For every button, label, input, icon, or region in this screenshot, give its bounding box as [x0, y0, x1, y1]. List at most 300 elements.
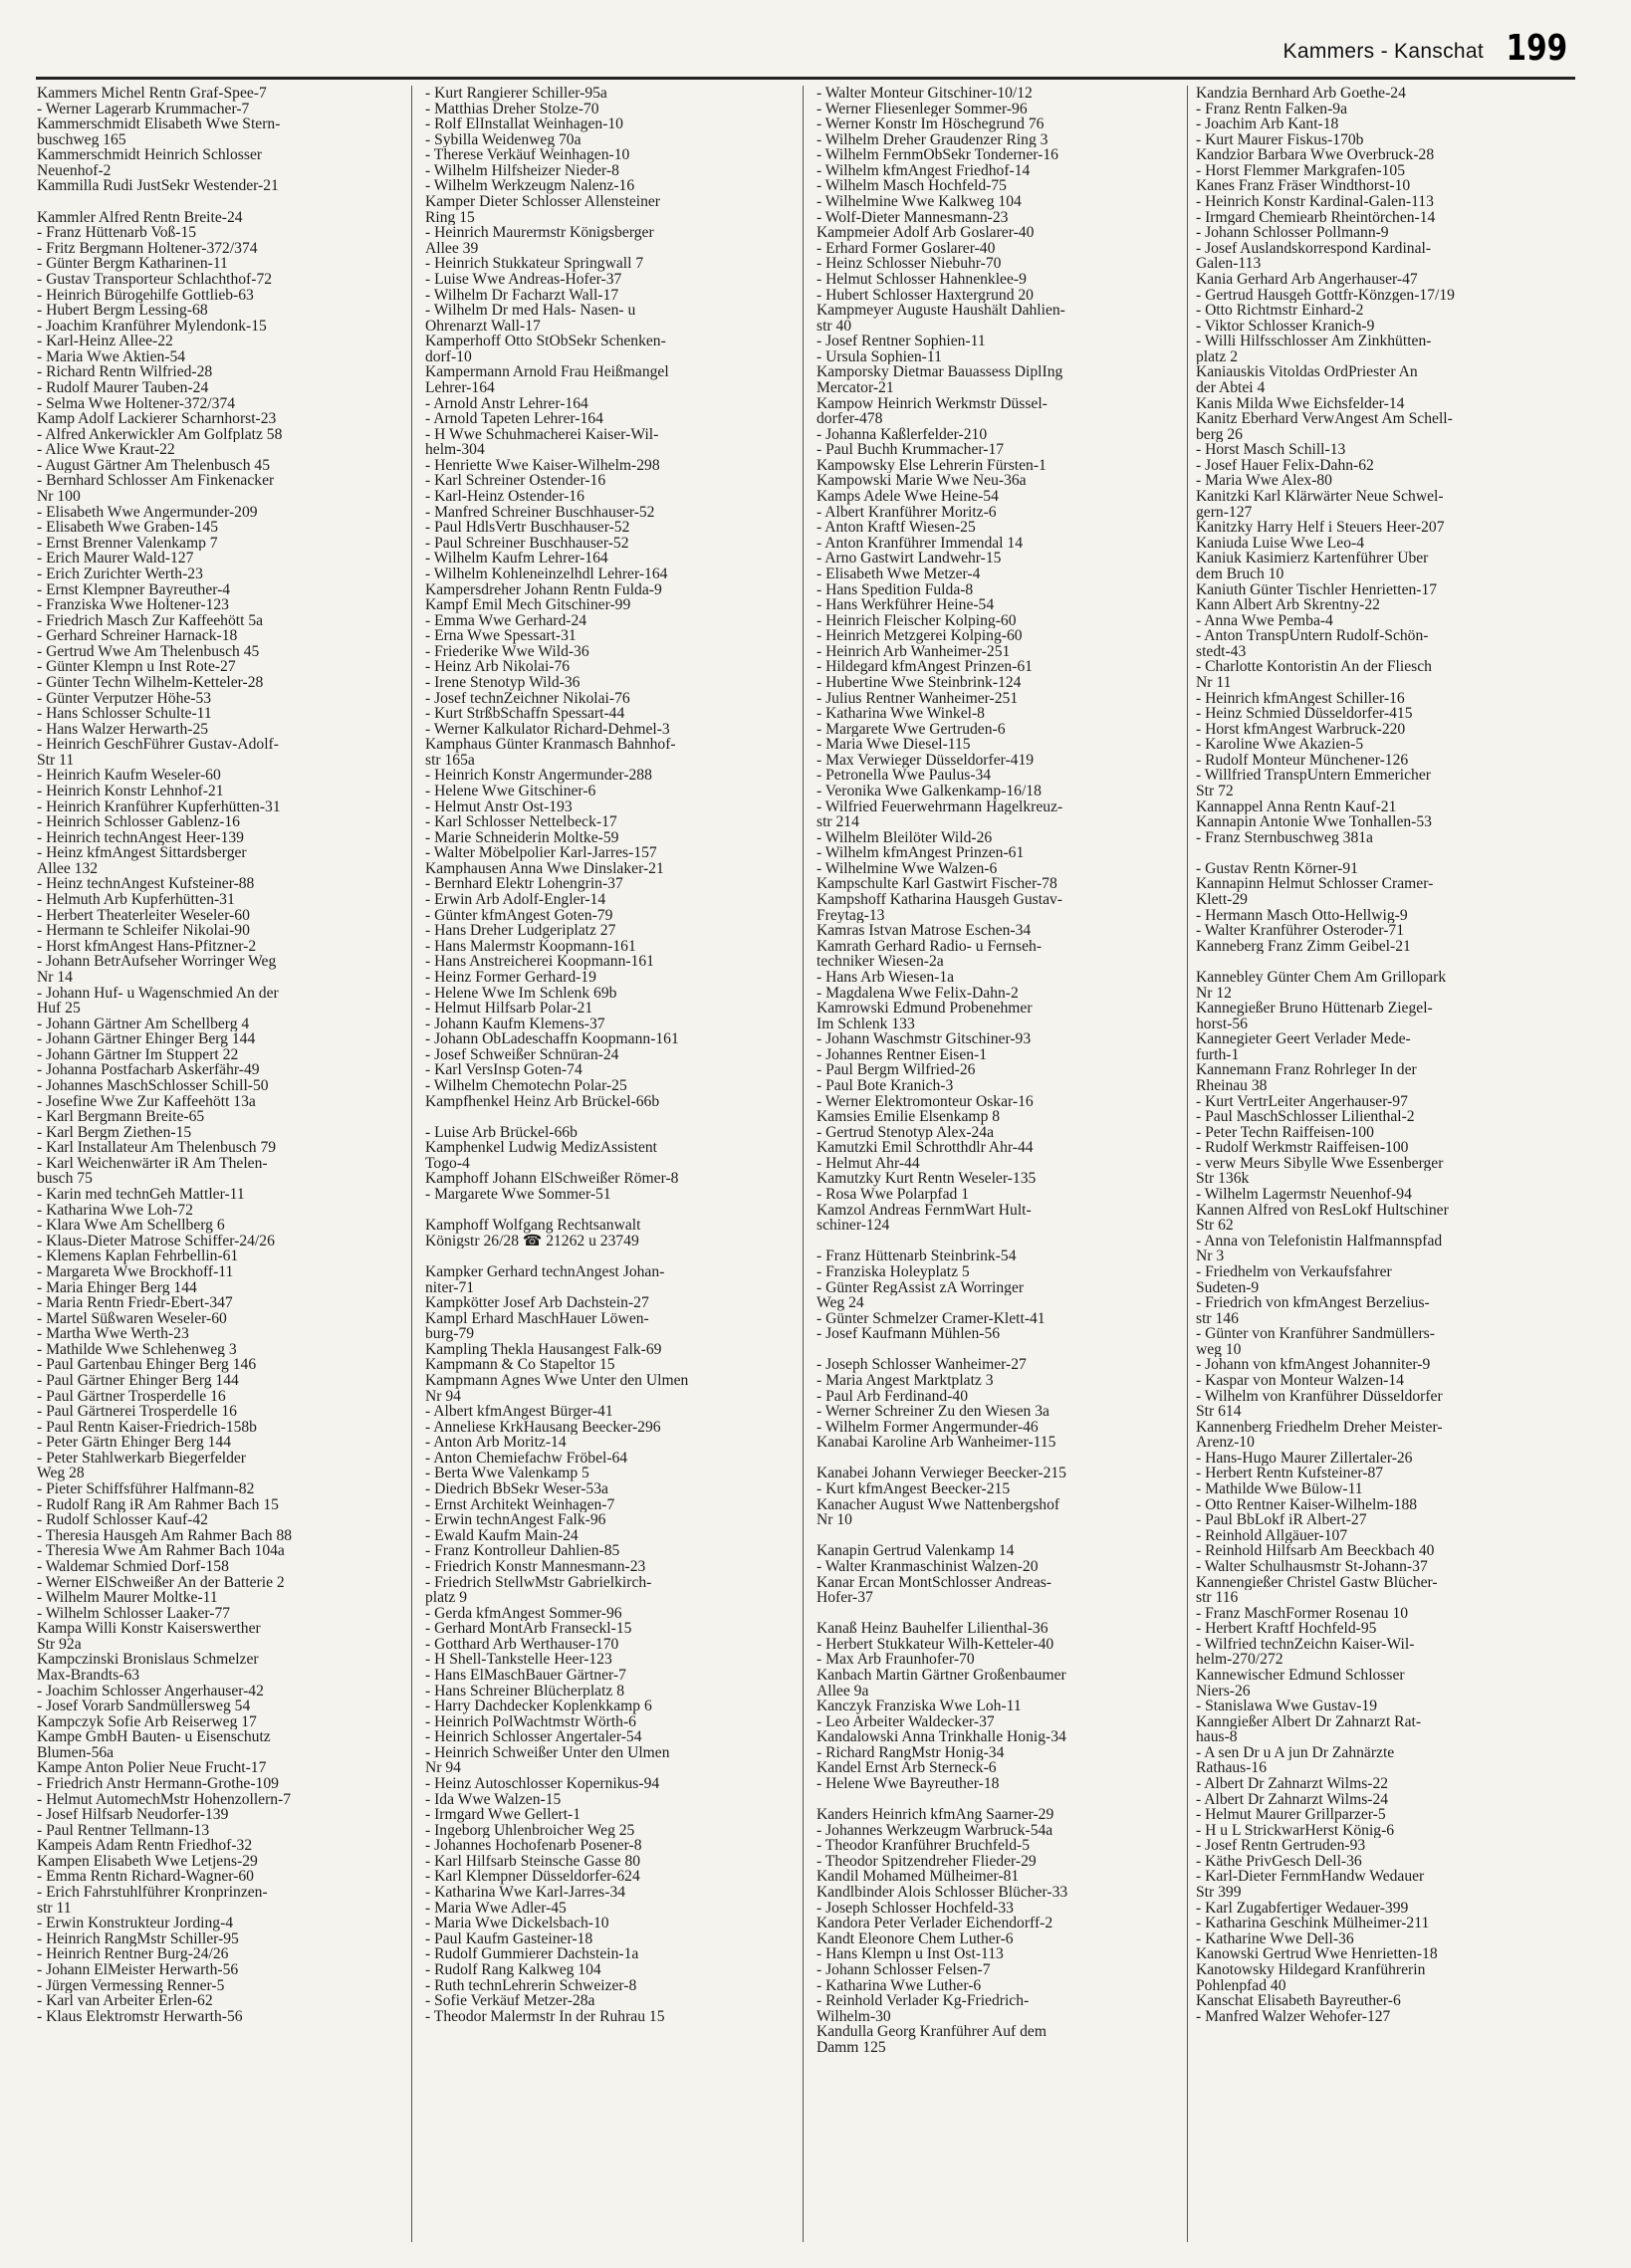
- directory-entry-line: - Karl Schlosser Nettelbeck-17: [425, 814, 617, 830]
- directory-entry-line: - Karl Bergmann Breite-65: [37, 1109, 205, 1125]
- directory-entry-line: - Wilhelm Dreher Graudenzer Ring 3: [816, 131, 1048, 148]
- directory-entry-line: berg 26: [1196, 426, 1243, 443]
- directory-entry-line: - Paul Gärtner Ehinger Berg 144: [37, 1372, 239, 1389]
- directory-entry-line: - Wilhelm Kohleneinzelhdl Lehrer-164: [425, 566, 668, 582]
- directory-entry-line: Kanbach Martin Gärtner Großenbaumer: [816, 1667, 1066, 1684]
- column-divider: [411, 86, 412, 2242]
- directory-entry-line: - Helmut Schlosser Hahnenklee-9: [816, 271, 1027, 288]
- directory-entry-line: Kamrowski Edmund Probenehmer: [816, 1001, 1033, 1017]
- directory-entry-line: - Ernst Klempner Bayreuther-4: [37, 581, 231, 598]
- directory-entry-line: - Hans Spedition Fulda-8: [816, 581, 974, 598]
- directory-entry-line: - Johannes MaschSchlosser Schill-50: [37, 1078, 269, 1094]
- directory-entry-line: - Hermann te Schleifer Nikolai-90: [37, 923, 250, 939]
- directory-entry-line: techniker Wiesen-2a: [816, 954, 944, 970]
- directory-entry-line: Kanapin Gertrud Valenkamp 14: [816, 1543, 1015, 1559]
- directory-entry-line: Kannegieter Geert Verlader Mede-: [1196, 1031, 1411, 1047]
- directory-entry-line: - Heinrich Metzgerei Kolping-60: [816, 628, 1023, 644]
- directory-entry-line: - Wilfried technZeichn Kaiser-Wil-: [1196, 1636, 1415, 1653]
- directory-entry-line: - Joachim Kranführer Mylendonk-15: [37, 318, 267, 335]
- directory-entry-line: - Hans Klempn u Inst Ost-113: [816, 1946, 1004, 1962]
- directory-entry-line: - Herbert Stukkateur Wilh-Ketteler-40: [816, 1636, 1054, 1653]
- directory-entry-line: Kampe Anton Polier Neue Frucht-17: [37, 1760, 267, 1777]
- directory-entry-line: - Mathilde Wwe Bülow-11: [1196, 1481, 1363, 1497]
- directory-entry-line: - Heinz Arb Nikolai-76: [425, 659, 571, 675]
- directory-entry-line: - Maria Wwe Dickelsbach-10: [425, 1916, 609, 1931]
- directory-entry-line: - Willfried TranspUntern Emmericher: [1196, 768, 1431, 785]
- directory-entry-line: - Ewald Kaufm Main-24: [425, 1527, 579, 1544]
- directory-entry-line: - Hildegard kfmAngest Prinzen-61: [816, 659, 1033, 675]
- directory-entry-line: - Heinz Schlosser Niebuhr-70: [816, 256, 1002, 272]
- directory-entry-line: - Helmut Maurer Grillparzer-5: [1196, 1807, 1386, 1823]
- directory-entry-line: - Johann ElMeister Herwarth-56: [37, 1961, 239, 1978]
- directory-entry-line: - Friedrich Konstr Mannesmann-23: [425, 1558, 646, 1575]
- directory-entry-line: - Johann Gärtner Ehinger Berg 144: [37, 1031, 256, 1047]
- directory-entry-line: - Ursula Sophien-11: [816, 348, 942, 365]
- directory-entry-line: - Hans Schreiner Blücherplatz 8: [425, 1683, 625, 1700]
- directory-entry-line: [816, 1234, 1189, 1249]
- directory-entry-line: - Gertrud Hausgeh Gottfr-Könzgen-17/19: [1196, 287, 1455, 304]
- directory-entry-line: - Hubert Bergm Lessing-68: [37, 303, 208, 319]
- directory-entry-line: - Rudolf Rang Kalkweg 104: [425, 1961, 601, 1978]
- directory-entry-line: [1196, 954, 1568, 970]
- directory-entry-line: - Wilhelm Maurer Moltke-11: [37, 1590, 218, 1606]
- directory-entry-line: - Heinrich Arb Wanheimer-251: [816, 643, 1011, 660]
- directory-entry-line: - Irmgard Chemiearb Rheintörchen-14: [1196, 209, 1436, 226]
- directory-entry-line: Nr 10: [816, 1512, 852, 1528]
- directory-entry-line: - Karl Installateur Am Thelenbusch 79: [37, 1140, 277, 1156]
- directory-entry-line: - Erwin Arb Adolf-Engler-14: [425, 892, 606, 908]
- directory-entry-line: - Helmut Hilfsarb Polar-21: [425, 1001, 593, 1017]
- directory-entry-line: - Johanna Kaßlerfelder-210: [816, 426, 988, 443]
- directory-entry-line: Togo-4: [425, 1155, 470, 1172]
- directory-entry-line: - Josef Vorarb Sandmüllersweg 54: [37, 1699, 251, 1714]
- directory-entry-line: Kamp Adolf Lackierer Scharnhorst-23: [37, 411, 277, 427]
- directory-entry-line: Kampling Thekla Hausangest Falk-69: [425, 1341, 662, 1358]
- directory-entry-line: - Albert Dr Zahnarzt Wilms-24: [1196, 1791, 1389, 1808]
- directory-entry-line: Nr 94: [425, 1388, 461, 1405]
- directory-entry-line: furth-1: [1196, 1046, 1240, 1063]
- directory-entry-line: helm-304: [425, 442, 485, 458]
- directory-entry-line: - Heinrich Fleischer Kolping-60: [816, 612, 1017, 629]
- directory-entry-line: Kammerschmidt Elisabeth Wwe Stern-: [37, 116, 281, 132]
- directory-entry-line: - Karl Klempner Düsseldorfer-624: [425, 1869, 640, 1886]
- directory-entry-line: Kamphenkel Ludwig MedizAssistent: [425, 1140, 658, 1156]
- directory-entry-line: - Hubertine Wwe Steinbrink-124: [816, 674, 1022, 691]
- directory-entry-line: Kampa Willi Konstr Kaiserswerther: [37, 1621, 261, 1637]
- directory-entry-line: - Gerhard MontArb Franseckl-15: [425, 1621, 632, 1637]
- directory-entry-line: - Peter Stahlwerkarb Biegerfelder: [37, 1450, 246, 1467]
- directory-entry-line: - Gustav Rentn Körner-91: [1196, 860, 1358, 877]
- directory-entry-line: - Werner Konstr Im Höschegrund 76: [816, 116, 1045, 132]
- directory-entry-line: - Berta Wwe Valenkamp 5: [425, 1466, 589, 1482]
- directory-entry-line: - Pieter Schiffsführer Halfmann-82: [37, 1481, 255, 1497]
- directory-entry-line: Kamsies Emilie Elsenkamp 8: [816, 1109, 1001, 1125]
- directory-entry-line: Kandil Mohamed Mülheimer-81: [816, 1869, 1020, 1886]
- directory-entry-line: - Josef Auslandskorrespond Kardinal-: [1196, 240, 1432, 257]
- directory-entry-line: Nr 94: [425, 1760, 461, 1777]
- directory-entry-line: - Walter Schulhausmstr St-Johann-37: [1196, 1558, 1428, 1575]
- directory-entry-line: - Ernst Architekt Weinhagen-7: [425, 1496, 615, 1513]
- directory-entry-line: - Joseph Schlosser Hochfeld-33: [816, 1900, 1014, 1917]
- directory-entry-line: - verw Meurs Sibylle Wwe Essenberger: [1196, 1155, 1444, 1172]
- directory-entry-line: - Werner Schreiner Zu den Wiesen 3a: [816, 1404, 1049, 1420]
- directory-entry-line: - Heinrich Kranführer Kupferhütten-31: [37, 798, 281, 815]
- directory-entry-line: - Karl van Arbeiter Erlen-62: [37, 1993, 213, 2009]
- directory-entry-line: Nr 12: [1196, 985, 1232, 1002]
- directory-entry-line: Kanschat Elisabeth Bayreuther-6: [1196, 1993, 1401, 2009]
- directory-column-2: [425, 86, 798, 2236]
- directory-entry-line: - Johanna Postfacharb Askerfähr-49: [37, 1062, 260, 1078]
- directory-entry-line: - Matthias Dreher Stolze-70: [425, 101, 599, 117]
- directory-entry-line: Kampl Erhard MaschHauer Löwen-: [425, 1310, 649, 1327]
- directory-entry-line: helm-270/272: [1196, 1652, 1283, 1668]
- directory-entry-line: - Stanislawa Wwe Gustav-19: [1196, 1699, 1378, 1714]
- directory-entry-line: - Heinz Former Gerhard-19: [425, 969, 596, 986]
- directory-entry-line: - Kaspar von Monteur Walzen-14: [1196, 1372, 1404, 1389]
- directory-entry-line: - Hans Walzer Herwarth-25: [37, 721, 209, 738]
- directory-entry-line: Kamphoff Wolfgang Rechtsanwalt: [425, 1218, 641, 1234]
- directory-entry-line: - Ingeborg Uhlenbroicher Weg 25: [425, 1822, 635, 1839]
- directory-entry-line: Kamzol Andreas FernmWart Hult-: [816, 1202, 1032, 1219]
- directory-entry-line: Kanitzki Karl Klärwärter Neue Schwel-: [1196, 489, 1444, 505]
- directory-entry-line: [1196, 845, 1568, 861]
- directory-entry-line: Kanitz Eberhard VerwAngest Am Schell-: [1196, 411, 1453, 427]
- directory-entry-line: [425, 1109, 798, 1125]
- directory-entry-line: Kampow Heinrich Werkmstr Düssel-: [816, 395, 1048, 412]
- directory-entry-line: - Katharine Wwe Dell-36: [1196, 1930, 1354, 1947]
- directory-entry-line: - Alfred Ankerwickler Am Golfplatz 58: [37, 426, 283, 443]
- directory-entry-line: dem Bruch 10: [1196, 566, 1284, 582]
- directory-entry-line: [816, 1451, 1189, 1467]
- directory-entry-line: - Rudolf Schlosser Kauf-42: [37, 1512, 208, 1528]
- directory-entry-line: - Johannes Werkzeugm Warbruck-54a: [816, 1822, 1053, 1839]
- directory-entry-line: Neuenhof-2: [37, 162, 112, 179]
- directory-entry-line: - Franz Kontrolleur Dahlien-85: [425, 1543, 620, 1559]
- directory-entry-line: - Werner Kalkulator Richard-Dehmel-3: [425, 721, 670, 738]
- directory-entry-line: - Paul MaschSchlosser Lilienthal-2: [1196, 1109, 1415, 1125]
- directory-entry-line: - Walter Kranmaschinist Walzen-20: [816, 1558, 1039, 1575]
- directory-entry-line: - Manfred Schreiner Buschhauser-52: [425, 504, 655, 521]
- directory-entry-line: - Ruth technLehrerin Schweizer-8: [425, 1977, 637, 1994]
- directory-entry-line: - Friedrich Anstr Hermann-Grothe-109: [37, 1776, 279, 1792]
- directory-entry-line: - Rolf ElInstallat Weinhagen-10: [425, 116, 623, 132]
- directory-entry-line: - Erwin technAngest Falk-96: [425, 1512, 606, 1528]
- directory-entry-line: - Heinrich Stukkateur Springwall 7: [425, 256, 644, 272]
- directory-entry-line: - Josef Rentner Sophien-11: [816, 334, 986, 349]
- directory-entry-line: str 11: [37, 1900, 72, 1917]
- directory-entry-line: str 116: [1196, 1590, 1239, 1606]
- directory-entry-line: - Wilhelm Werkzeugm Nalenz-16: [425, 178, 635, 195]
- directory-entry-line: Rathaus-16: [1196, 1760, 1268, 1777]
- directory-entry-line: Kampf Emil Mech Gitschiner-99: [425, 597, 631, 613]
- directory-entry-line: - Paul BbLokf iR Albert-27: [1196, 1512, 1367, 1528]
- directory-column-1: [37, 86, 409, 2236]
- directory-entry-line: Pohlenpfad 40: [1196, 1977, 1286, 1994]
- directory-entry-line: - Rudolf Monteur Münchener-126: [1196, 752, 1409, 769]
- directory-entry-line: Kannengießer Christel Gastw Blücher-: [1196, 1574, 1438, 1591]
- directory-entry-line: Kamphoff Johann ElSchweißer Römer-8: [425, 1171, 679, 1188]
- directory-entry-line: - Luise Arb Brückel-66b: [425, 1124, 578, 1141]
- directory-entry-line: - Kurt StrßbSchaffn Spessart-44: [425, 706, 625, 722]
- directory-entry-line: - Leo Arbeiter Waldecker-37: [816, 1713, 995, 1730]
- directory-entry-line: - Karl Weichenwärter iR Am Thelen-: [37, 1155, 268, 1172]
- directory-entry-line: stedt-43: [1196, 643, 1247, 660]
- directory-entry-line: - Margarete Wwe Sommer-51: [425, 1187, 611, 1203]
- directory-entry-line: haus-8: [1196, 1729, 1238, 1745]
- page-header: [0, 0, 1631, 80]
- directory-entry-line: - Reinhold Verlader Kg-Friedrich-: [816, 1993, 1030, 2009]
- directory-entry-line: - Margareta Wwe Brockhoff-11: [37, 1263, 234, 1280]
- directory-entry-line: - Gertrud Stenotyp Alex-24a: [816, 1124, 994, 1141]
- directory-entry-line: - Herbert Rentn Kufsteiner-87: [1196, 1466, 1384, 1482]
- directory-entry-line: - Paul Gärtner Trosperdelle 16: [37, 1388, 226, 1405]
- directory-entry-line: der Abtei 4: [1196, 379, 1266, 396]
- directory-entry-line: - Hans Malermstr Koopmann-161: [425, 938, 636, 955]
- directory-entry-line: - Josef Kaufmann Mühlen-56: [816, 1326, 1001, 1342]
- directory-entry-line: Kanczyk Franziska Wwe Loh-11: [816, 1699, 1022, 1714]
- directory-entry-line: Kandalowski Anna Trinkhalle Honig-34: [816, 1729, 1066, 1745]
- running-head: Kammers - Kanschat: [1282, 40, 1484, 63]
- directory-entry-line: Max-Brandts-63: [37, 1667, 140, 1684]
- directory-entry-line: - Heinrich Schweißer Unter den Ulmen: [425, 1744, 670, 1761]
- directory-columns: [37, 86, 1578, 2236]
- directory-entry-line: - Theresia Wwe Am Rahmer Bach 104a: [37, 1543, 285, 1559]
- directory-entry-line: - Theodor Malermstr In der Ruhrau 15: [425, 2008, 665, 2025]
- directory-entry-line: Kampmann Agnes Wwe Unter den Ulmen: [425, 1372, 689, 1389]
- directory-entry-line: - Wilhelm kfmAngest Friedhof-14: [816, 162, 1031, 179]
- directory-entry-line: - Charlotte Kontoristin An der Fliesch: [1196, 659, 1432, 675]
- directory-entry-line: - Klara Wwe Am Schellberg 6: [37, 1218, 225, 1234]
- directory-entry-line: - Erna Wwe Spessart-31: [425, 628, 577, 644]
- directory-entry-line: - Bernhard Elektr Lohengrin-37: [425, 876, 623, 893]
- directory-entry-line: Kampmeier Adolf Arb Goslarer-40: [816, 225, 1035, 241]
- directory-entry-line: Arenz-10: [1196, 1435, 1255, 1451]
- directory-entry-line: - Emma Rentn Richard-Wagner-60: [37, 1869, 254, 1886]
- directory-entry-line: Im Schlenk 133: [816, 1016, 915, 1032]
- directory-entry-line: - Maria Wwe Adler-45: [425, 1900, 567, 1917]
- directory-entry-line: Kanabei Johann Verwieger Beecker-215: [816, 1466, 1066, 1482]
- directory-entry-line: - Reinhold Hilfsarb Am Beeckbach 40: [1196, 1543, 1435, 1559]
- directory-entry-line: - Wolf-Dieter Mannesmann-23: [816, 209, 1009, 226]
- directory-entry-line: - Johannes Hochofenarb Posener-8: [425, 1838, 642, 1854]
- directory-entry-line: - Paul Arb Ferdinand-40: [816, 1388, 969, 1405]
- directory-entry-line: - Diedrich BbSekr Weser-53a: [425, 1481, 608, 1497]
- directory-entry-line: - Günter kfmAngest Goten-79: [425, 907, 613, 924]
- directory-entry-line: - Hans-Hugo Maurer Zillertaler-26: [1196, 1450, 1413, 1467]
- directory-entry-line: - Wilhelm Kaufm Lehrer-164: [425, 551, 608, 567]
- directory-entry-line: Kamper Dieter Schlosser Allensteiner: [425, 194, 660, 210]
- directory-entry-line: - Anton TranspUntern Rudolf-Schön-: [1196, 628, 1429, 644]
- directory-entry-line: Blumen-56a: [37, 1744, 115, 1761]
- directory-entry-line: Ohrenarzt Wall-17: [425, 318, 541, 335]
- directory-entry-line: - Heinrich PolWachtmstr Wörth-6: [425, 1713, 636, 1730]
- directory-entry-line: [816, 1606, 1189, 1622]
- directory-entry-line: - Heinrich RangMstr Schiller-95: [37, 1930, 239, 1947]
- directory-entry-line: - Anton Kranführer Immendal 14: [816, 535, 1023, 552]
- directory-entry-line: - Karl Hilfsarb Steinsche Gasse 80: [425, 1853, 641, 1870]
- directory-entry-line: - Paul Rentn Kaiser-Friedrich-158b: [37, 1419, 257, 1436]
- directory-entry-line: Kampermann Arnold Frau Heißmangel: [425, 364, 669, 380]
- directory-entry-line: - Erich Zurichter Werth-23: [37, 566, 203, 582]
- directory-entry-line: - Maria Wwe Aktien-54: [37, 348, 186, 365]
- directory-entry-line: - Günter Verputzer Höhe-53: [37, 690, 212, 707]
- directory-entry-line: Kamutzki Emil Schrotthdlr Ahr-44: [816, 1140, 1034, 1156]
- directory-entry-line: Kampker Gerhard technAngest Johan-: [425, 1263, 665, 1280]
- directory-entry-line: - Luise Wwe Andreas-Hofer-37: [425, 271, 622, 288]
- directory-entry-line: - Paul HdlsVertr Buschhauser-52: [425, 520, 630, 536]
- directory-entry-line: - Jürgen Vermessing Renner-5: [37, 1977, 225, 1994]
- directory-entry-line: - Johann Schlosser Felsen-7: [816, 1961, 991, 1978]
- directory-entry-line: - Sofie Verkäuf Metzer-28a: [425, 1993, 595, 2009]
- directory-entry-line: Kammerschmidt Heinrich Schlosser: [37, 147, 263, 163]
- directory-entry-line: - Henriette Wwe Kaiser-Wilhelm-298: [425, 457, 660, 474]
- directory-entry-line: - H Wwe Schuhmacherei Kaiser-Wil-: [425, 426, 659, 443]
- directory-entry-line: - Wilhelm Dr Facharzt Wall-17: [425, 287, 619, 304]
- directory-entry-line: Kamporsky Dietmar Bauassess DiplIng: [816, 364, 1063, 380]
- directory-entry-line: [816, 1342, 1189, 1358]
- directory-entry-line: - Gerda kfmAngest Sommer-96: [425, 1605, 622, 1622]
- directory-entry-line: Kampschulte Karl Gastwirt Fischer-78: [816, 876, 1057, 893]
- directory-entry-line: - Paul Bote Kranich-3: [816, 1078, 954, 1094]
- directory-entry-line: Kannemann Franz Rohrleger In der: [1196, 1062, 1417, 1078]
- directory-entry-line: - Günter Schmelzer Cramer-Klett-41: [816, 1310, 1046, 1327]
- directory-entry-line: Kampersdreher Johann Rentn Fulda-9: [425, 581, 662, 598]
- directory-entry-line: - Anton Arb Moritz-14: [425, 1435, 567, 1451]
- column-divider: [1187, 86, 1188, 2242]
- directory-entry-line: buschweg 165: [37, 131, 126, 148]
- directory-entry-line: Kamps Adele Wwe Heine-54: [816, 489, 999, 505]
- directory-entry-line: - Heinrich Maurermstr Königsberger: [425, 225, 654, 241]
- directory-entry-line: - Helene Wwe Gitschiner-6: [425, 784, 596, 799]
- directory-entry-line: - Elisabeth Wwe Angermunder-209: [37, 504, 258, 521]
- directory-entry-line: - Franz Hüttenarb Steinbrink-54: [816, 1248, 1017, 1264]
- directory-entry-line: - Karin med technGeh Mattler-11: [37, 1187, 245, 1203]
- directory-entry-line: Kandora Peter Verlader Eichendorff-2: [816, 1916, 1053, 1931]
- directory-entry-line: - Karl-Heinz Ostender-16: [425, 489, 584, 505]
- directory-entry-line: - Wilhelm Schlosser Laaker-77: [37, 1605, 231, 1622]
- directory-entry-line: - Arno Gastwirt Landwehr-15: [816, 551, 1002, 567]
- directory-entry-line: Allee 39: [425, 240, 479, 257]
- directory-entry-line: Str 136k: [1196, 1171, 1250, 1188]
- directory-entry-line: - Klaus-Dieter Matrose Schiffer-24/26: [37, 1233, 275, 1249]
- directory-entry-line: Kaniuth Günter Tischler Henrietten-17: [1196, 581, 1438, 598]
- directory-entry-line: - Günter Bergm Katharinen-11: [37, 256, 228, 272]
- directory-entry-line: Weg 24: [816, 1295, 864, 1311]
- directory-entry-line: - Paul Buchh Krummacher-17: [816, 442, 1005, 458]
- directory-entry-line: - Josefine Wwe Zur Kaffeehött 13a: [37, 1093, 256, 1110]
- directory-entry-line: Kammers Michel Rentn Graf-Spee-7: [37, 86, 267, 102]
- directory-entry-line: - Kurt Rangierer Schiller-95a: [425, 86, 607, 102]
- page-number: 199: [1506, 28, 1567, 69]
- directory-entry-line: - Johannes Rentner Eisen-1: [816, 1046, 988, 1063]
- directory-entry-line: - August Gärtner Am Thelenbusch 45: [37, 457, 271, 474]
- directory-entry-line: - Hans Arb Wiesen-1a: [816, 969, 955, 986]
- column-divider: [803, 86, 804, 2242]
- directory-entry-line: - Wilhelm von Kranführer Düsseldorfer: [1196, 1388, 1443, 1405]
- directory-entry-line: Kanacher August Wwe Nattenbergshof: [816, 1496, 1060, 1513]
- directory-entry-line: Kanneberg Franz Zimm Geibel-21: [1196, 938, 1411, 955]
- directory-entry-line: - Therese Verkäuf Weinhagen-10: [425, 147, 630, 163]
- directory-entry-line: - Wilhelm Chemotechn Polar-25: [425, 1078, 627, 1094]
- directory-entry-line: Nr 100: [37, 489, 81, 505]
- directory-entry-line: - Karl Zugabfertiger Wedauer-399: [1196, 1900, 1409, 1917]
- directory-entry-line: - Arnold Anstr Lehrer-164: [425, 395, 588, 412]
- directory-entry-line: - Willi Hilfsschlosser Am Zinkhütten-: [1196, 334, 1432, 349]
- directory-column-4: [1196, 86, 1568, 2236]
- directory-entry-line: - Kurt Maurer Fiskus-170b: [1196, 131, 1364, 148]
- header-rule: [36, 77, 1575, 80]
- directory-entry-line: [37, 194, 409, 210]
- directory-entry-line: Kandzior Barbara Wwe Overbruck-28: [1196, 147, 1435, 163]
- directory-entry-line: Kampowsky Else Lehrerin Fürsten-1: [816, 457, 1047, 474]
- directory-entry-line: - Katharina Wwe Loh-72: [37, 1202, 193, 1219]
- directory-entry-line: - Johann Gärtner Am Schellberg 4: [37, 1016, 250, 1032]
- directory-entry-line: Kampe GmbH Bauten- u Eisenschutz: [37, 1729, 271, 1745]
- directory-entry-line: - Johann Huf- u Wagenschmied An der: [37, 985, 279, 1002]
- directory-entry-line: Kampmann & Co Stapeltor 15: [425, 1357, 615, 1373]
- directory-entry-line: str 40: [816, 318, 852, 335]
- directory-entry-line: - Franziska Holeyplatz 5: [816, 1263, 970, 1280]
- directory-entry-line: - Friederike Wwe Wild-36: [425, 643, 589, 660]
- directory-entry-line: - Rudolf Maurer Tauben-24: [37, 379, 209, 396]
- directory-entry-line: - Heinrich Konstr Angermunder-288: [425, 768, 652, 785]
- directory-entry-line: - Werner Lagerarb Krummacher-7: [37, 101, 250, 117]
- directory-entry-line: - Waldemar Schmied Dorf-158: [37, 1558, 229, 1575]
- directory-entry-line: - Johann von kfmAngest Johanniter-9: [1196, 1357, 1431, 1373]
- directory-entry-line: horst-56: [1196, 1016, 1248, 1032]
- directory-entry-line: - Joachim Schlosser Angerhauser-42: [37, 1683, 264, 1700]
- directory-entry-line: - Heinrich GeschFührer Gustav-Adolf-: [37, 737, 279, 753]
- directory-entry-line: - Hans ElMaschBauer Gärtner-7: [425, 1667, 626, 1684]
- directory-entry-line: Niers-26: [1196, 1683, 1251, 1700]
- directory-entry-line: Kampeis Adam Rentn Friedhof-32: [37, 1838, 253, 1854]
- directory-entry-line: Kandzia Bernhard Arb Goethe-24: [1196, 86, 1406, 102]
- directory-entry-line: - Friedhelm von Verkaufsfahrer: [1196, 1263, 1392, 1280]
- directory-entry-line: platz 2: [1196, 348, 1238, 365]
- directory-entry-line: - Friedrich Masch Zur Kaffeehött 5a: [37, 612, 264, 629]
- directory-entry-line: - Arnold Tapeten Lehrer-164: [425, 411, 603, 427]
- directory-entry-line: - Julius Rentner Wanheimer-251: [816, 690, 1019, 707]
- directory-entry-line: - Sybilla Weidenweg 70a: [425, 131, 582, 148]
- directory-entry-line: - Josef technZeichner Nikolai-76: [425, 690, 630, 707]
- directory-entry-line: Kannapinn Helmut Schlosser Cramer-: [1196, 876, 1434, 893]
- directory-entry-line: - Irene Stenotyp Wild-36: [425, 674, 581, 691]
- directory-entry-line: - Karl VersInsp Goten-74: [425, 1062, 582, 1078]
- directory-entry-line: - Viktor Schlosser Kranich-9: [1196, 318, 1375, 335]
- directory-entry-line: - Theodor Kranführer Bruchfeld-5: [816, 1838, 1031, 1854]
- directory-entry-line: - Manfred Walzer Wehofer-127: [1196, 2008, 1391, 2025]
- directory-entry-line: - Werner ElSchweißer An der Batterie 2: [37, 1574, 285, 1591]
- directory-entry-line: - Paul Bergm Wilfried-26: [816, 1062, 976, 1078]
- directory-entry-line: - Heinrich Konstr Lehnhof-21: [37, 784, 224, 799]
- directory-entry-line: - Gotthard Arb Werthauser-170: [425, 1636, 619, 1653]
- directory-entry-line: - Klemens Kaplan Fehrbellin-61: [37, 1248, 239, 1264]
- directory-entry-line: - Johann Waschmstr Gitschiner-93: [816, 1031, 1032, 1047]
- directory-entry-line: - Anton Kraftf Wiesen-25: [816, 520, 976, 536]
- directory-entry-line: Kampen Elisabeth Wwe Letjens-29: [37, 1853, 258, 1870]
- directory-entry-line: Nr 11: [1196, 674, 1232, 691]
- directory-entry-line: Wilhelm-30: [816, 2008, 891, 2025]
- directory-entry-line: - Martha Wwe Werth-23: [37, 1326, 189, 1342]
- directory-entry-line: - H Shell-Tankstelle Heer-123: [425, 1652, 612, 1668]
- directory-entry-line: - Wilhelmine Wwe Kalkweg 104: [816, 194, 1022, 210]
- directory-entry-line: - Herbert Theaterleiter Weseler-60: [37, 907, 250, 924]
- directory-entry-line: Kanes Franz Fräser Windthorst-10: [1196, 178, 1411, 195]
- directory-entry-line: - Heinrich Kaufm Weseler-60: [37, 768, 221, 785]
- directory-entry-line: niter-71: [425, 1279, 475, 1296]
- directory-entry-line: Freytag-13: [816, 907, 885, 924]
- directory-entry-line: Kannewischer Edmund Schlosser: [1196, 1667, 1405, 1684]
